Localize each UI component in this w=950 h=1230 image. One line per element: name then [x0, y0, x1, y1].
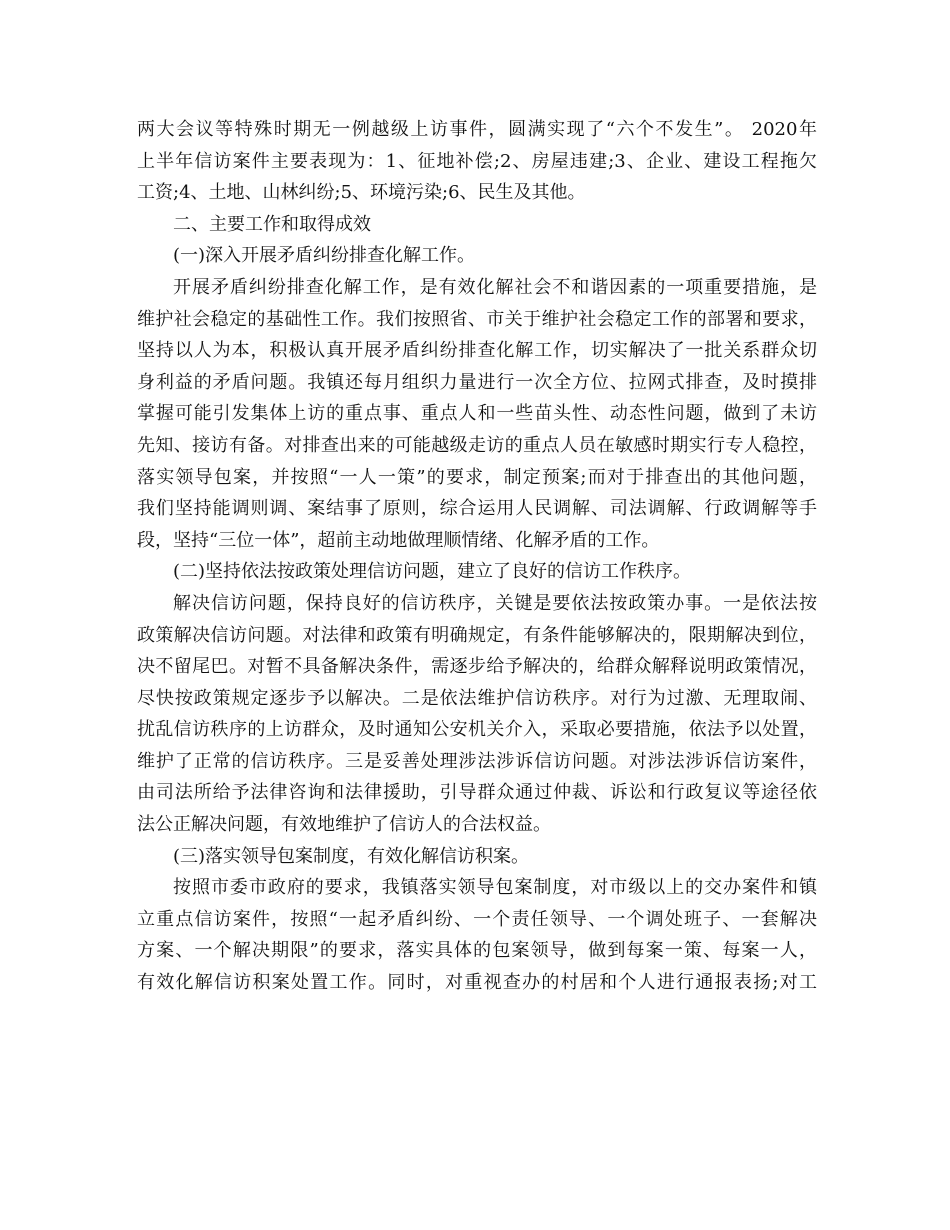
text-line: 维护了正常的信访秩序。三是妥善处理涉法涉诉信访问题。对涉法涉诉信访案件， [137, 750, 817, 772]
text-line: 解决信访问题，保持良好的信访秩序，关键是要依法按政策办事。一是依法按 [173, 592, 817, 614]
text-line: 两大会议等特殊时期无一例越级上访事件，圆满实现了“六个不发生”。 2020年 [137, 119, 817, 140]
text-line: 身利益的矛盾问题。我镇还每月组织力量进行一次全方位、拉网式排查，及时摸排 [137, 371, 817, 393]
text-line: 先知、接访有备。对排查出来的可能越级走访的重点人员在敏感时期实行专人稳控， [137, 434, 817, 456]
text-line: 上半年信访案件主要表现为：1、征地补偿;2、房屋违建;3、企业、建设工程拖欠 [137, 150, 817, 172]
text-line: 我们坚持能调则调、案结事了原则，综合运用人民调解、司法调解、行政调解等手 [137, 498, 817, 520]
text-line: (二)坚持依法按政策处理信访问题，建立了良好的信访工作秩序。 [173, 561, 692, 583]
text-line: 按照市委市政府的要求，我镇落实领导包案制度，对市级以上的交办案件和镇 [173, 877, 817, 899]
text-line: 扰乱信访秩序的上访群众，及时通知公安机关介入，采取必要措施，依法予以处置， [137, 719, 817, 741]
text-line: 立重点信访案件，按照“一起矛盾纠纷、一个责任领导、一个调处班子、一套解决 [137, 908, 817, 930]
text-line: 工资;4、土地、山林纠纷;5、环境污染;6、民生及其他。 [137, 182, 586, 204]
text-line: 坚持以人为本，积极认真开展矛盾纠纷排查化解工作，切实解决了一批关系群众切 [137, 340, 817, 362]
text-line: 政策解决信访问题。对法律和政策有明确规定，有条件能够解决的，限期解决到位， [137, 624, 817, 646]
text-line: 开展矛盾纠纷排查化解工作，是有效化解社会不和谐因素的一项重要措施，是 [173, 276, 817, 298]
text-line: 尽快按政策规定逐步予以解决。二是依法维护信访秩序。对行为过激、无理取闹、 [137, 687, 817, 709]
text-line: 方案、一个解决期限”的要求，落实具体的包案领导，做到每案一策、每案一人， [137, 940, 817, 962]
text-line: 掌握可能引发集体上访的重点事、重点人和一些苗头性、动态性问题，做到了未访 [137, 403, 817, 425]
text-line: 维护社会稳定的基础性工作。我们按照省、市关于维护社会稳定工作的部署和要求， [137, 308, 817, 330]
text-line: 决不留尾巴。对暂不具备解决条件，需逐步给予解决的，给群众解释说明政策情况， [137, 656, 817, 678]
text-line: (一)深入开展矛盾纠纷排查化解工作。 [173, 245, 476, 267]
document-body [137, 114, 817, 999]
text-line: 由司法所给予法律咨询和法律援助，引导群众通过仲裁、诉讼和行政复议等途径依 [137, 782, 817, 804]
text-line: 二、主要工作和取得成效 [173, 213, 371, 235]
text-line: (三)落实领导包案制度，有效化解信访积案。 [173, 845, 530, 867]
text-line: 有效化解信访积案处置工作。同时，对重视查办的村居和个人进行通报表扬;对工 [137, 972, 817, 994]
text-line: 落实领导包案，并按照“一人一策”的要求，制定预案;而对于排查出的其他问题， [137, 466, 817, 488]
text-line: 法公正解决问题，有效地维护了信访人的合法权益。 [137, 814, 551, 836]
text-line: 段，坚持“三位一体”，超前主动地做理顺情绪、化解矛盾的工作。 [137, 529, 660, 551]
